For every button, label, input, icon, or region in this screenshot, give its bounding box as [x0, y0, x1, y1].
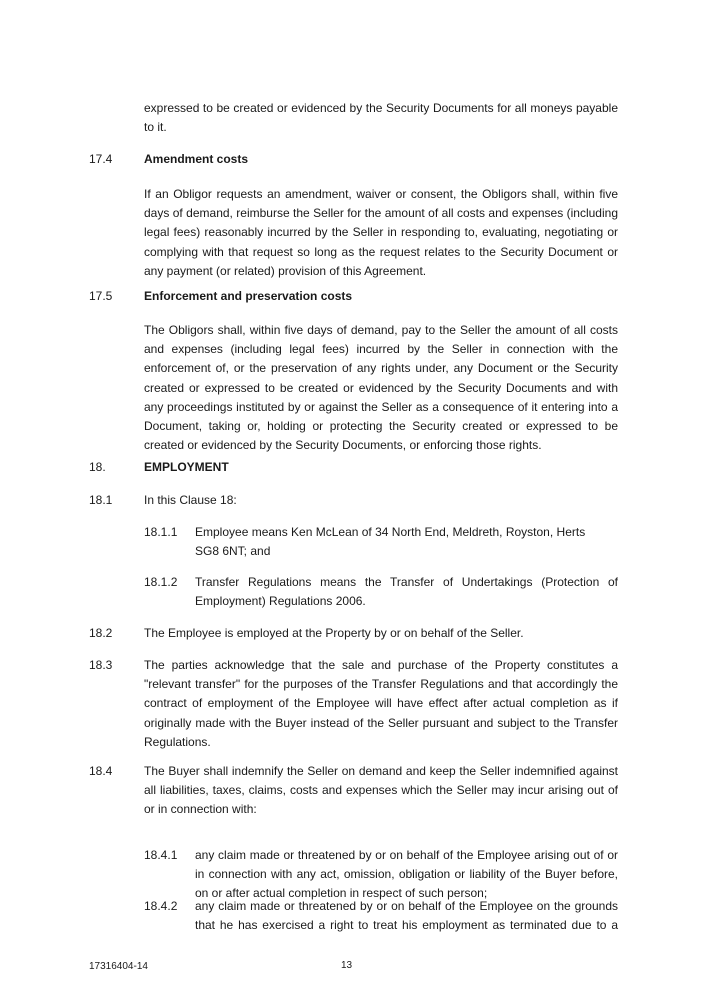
clause-text-17-4: If an Obligor requests an amendment, waiver or consent, the Obligors shall, within five days of demand, reimburse the Seller for the amount of all costs and expenses (including legal fees) reasonably incurred by the Seller in responding to, evaluating, negotiating or complying with that request so long as the request relates to the Security Document or any payment (or related) provision of this Agreement.	[144, 187, 618, 278]
clause-heading-18: EMPLOYMENT	[144, 460, 229, 474]
clause-number-17-5: 17.5	[89, 289, 113, 303]
clause-number-18: 18.	[89, 460, 106, 474]
sub-clause-number-18-1-2: 18.1.2	[144, 575, 178, 589]
clause-text-17-5: The Obligors shall, within five days of demand, pay to the Seller the amount of all costs and expenses (including legal fees) incurred by the Seller in connection with the enforcement of, or the preservation of any rights under, any Document or the Security created or expressed to be created or evidenced by the Security Documents and with any proceedings instituted by or against the Seller as a consequence of it entering into a Document, taking or, holding or protecting the Security created or expressed to be created or evidenced by the Security Documents, or enforcing those rights.	[144, 323, 618, 453]
clause-number-17-4: 17.4	[89, 152, 113, 166]
clause-number-18-3: 18.3	[89, 658, 113, 672]
sub-clause-number-18-4-2: 18.4.2	[144, 899, 178, 913]
sub-clause-text-18-4-1: any claim made or threatened by or on behalf of the Employee arising out of or in connection with any act, omission, obligation or liability of the Buyer before, on or after actual completion in respect of such person;	[195, 848, 618, 901]
sub-clause-text-18-4-2: any claim made or threatened by or on behalf of the Employee on the grounds that he has exercised a right to treat his employment as terminated due to a	[195, 899, 618, 933]
footer-document-reference: 17316404-14	[89, 961, 148, 972]
footer-page-number: 13	[341, 960, 353, 971]
clause-text-18-3: The parties acknowledge that the sale and purchase of the Property constitutes a "relevant transfer" for the purposes of the Transfer Regulations and that accordingly the contract of employment of the Employee will have effect after actual completion as if originally made with the Buyer instead of the Seller pursuant and subject to the Transfer Regulations.	[144, 658, 618, 749]
clause-text-18-4: The Buyer shall indemnify the Seller on demand and keep the Seller indemnified against all liabilities, taxes, claims, costs and expenses which the Seller may incur arising out of or in connection with:	[144, 764, 618, 817]
clause-text-18-2: The Employee is employed at the Property by or on behalf of the Seller.	[144, 626, 524, 640]
sub-clause-number-18-4-1: 18.4.1	[144, 848, 178, 862]
clause-heading-17-5: Enforcement and preservation costs	[144, 289, 353, 303]
clause-number-18-2: 18.2	[89, 626, 113, 640]
sub-clause-number-18-1-1: 18.1.1	[144, 525, 178, 539]
clause-number-18-1: 18.1	[89, 493, 113, 507]
sub-clause-text-18-1-1: Employee means Ken McLean of 34 North End, Meldreth, Royston, Herts SG8 6NT; and	[195, 525, 586, 559]
clause-text-18-1: In this Clause 18:	[144, 493, 237, 507]
clause-heading-17-4: Amendment costs	[144, 152, 249, 166]
sub-clause-text-18-1-2: Transfer Regulations means the Transfer of Undertakings (Protection of Employment) Regulations 2006.	[195, 575, 618, 609]
intro-continuation: expressed to be created or evidenced by the Security Documents for all moneys payable to it.	[144, 101, 618, 135]
clause-number-18-4: 18.4	[89, 764, 113, 778]
